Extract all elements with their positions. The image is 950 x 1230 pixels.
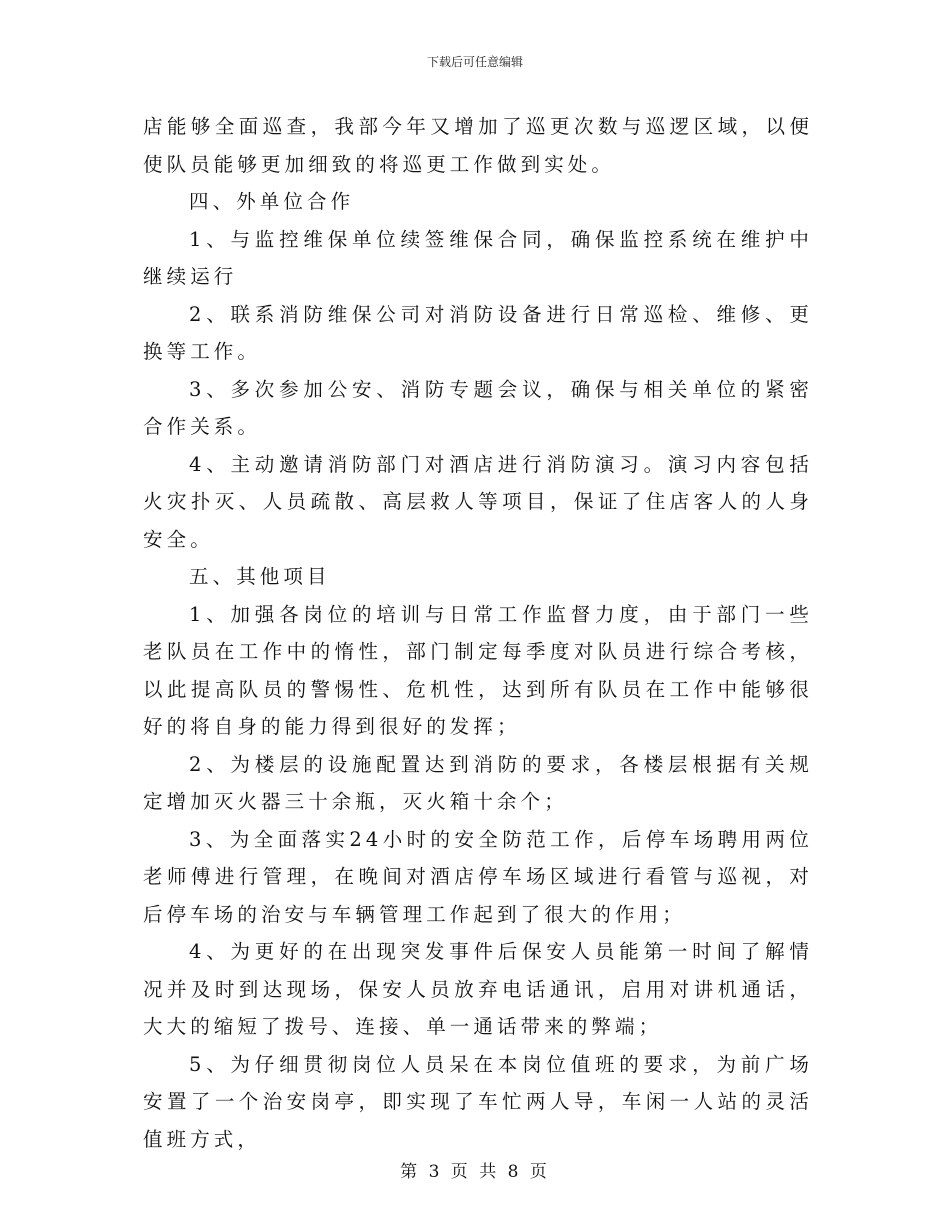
list-item: 5、为仔细贯彻岗位人员呆在本岗位值班的要求，为前广场安置了一个治安岗亭，即实现了车忙两人导，车闲一人站的灵活值班方式， (143, 1052, 813, 1151)
list-item: 3、多次参加公安、消防专题会议，确保与相关单位的紧密合作关系。 (143, 377, 813, 438)
section-heading: 五、其他项目 (189, 565, 331, 588)
list-item: 1、加强各岗位的培训与日常工作监督力度，由于部门一些老队员在工作中的惰性，部门制定每季度对队员进行综合考核，以此提高队员的警惕性、危机性，达到所有队员在工作中能够很好的将自身的能力得到很好的发挥； (143, 602, 813, 738)
section-heading: 四、外单位合作 (189, 190, 355, 213)
list-item: 4、主动邀请消防部门对酒店进行消防演习。演习内容包括火灾扑灭、人员疏散、高层救人等项目，保证了住店客人的人身安全。 (143, 452, 813, 551)
document-body (143, 108, 813, 1158)
list-item: 4、为更好的在出现突发事件后保安人员能第一时间了解情况并及时到达现场，保安人员放弃电话通讯，启用对讲机通话，大大的缩短了拨号、连接、单一通话带来的弊端； (143, 940, 813, 1038)
page-number: 第 3 页 共 8 页 (400, 1162, 550, 1182)
header-note: 下载后可任意编辑 (426, 55, 523, 69)
list-item: 1、与监控维保单位续签维保合同，确保监控系统在维护中继续运行 (143, 227, 813, 288)
list-item: 2、联系消防维保公司对消防设备进行日常巡检、维修、更换等工作。 (143, 302, 813, 363)
paragraph: 店能够全面巡查，我部今年又增加了巡更次数与巡逻区域，以便使队员能够更加细致的将巡更工作做到实处。 (143, 115, 813, 176)
list-item: 3、为全面落实24小时的安全防范工作，后停车场聘用两位老师傅进行管理，在晚间对酒店停车场区域进行看管与巡视，对后停车场的治安与车辆管理工作起到了很大的作用； (143, 827, 813, 926)
list-item: 2、为楼层的设施配置达到消防的要求，各楼层根据有关规定增加灭火器三十余瓶，灭火箱十余个； (143, 752, 813, 813)
